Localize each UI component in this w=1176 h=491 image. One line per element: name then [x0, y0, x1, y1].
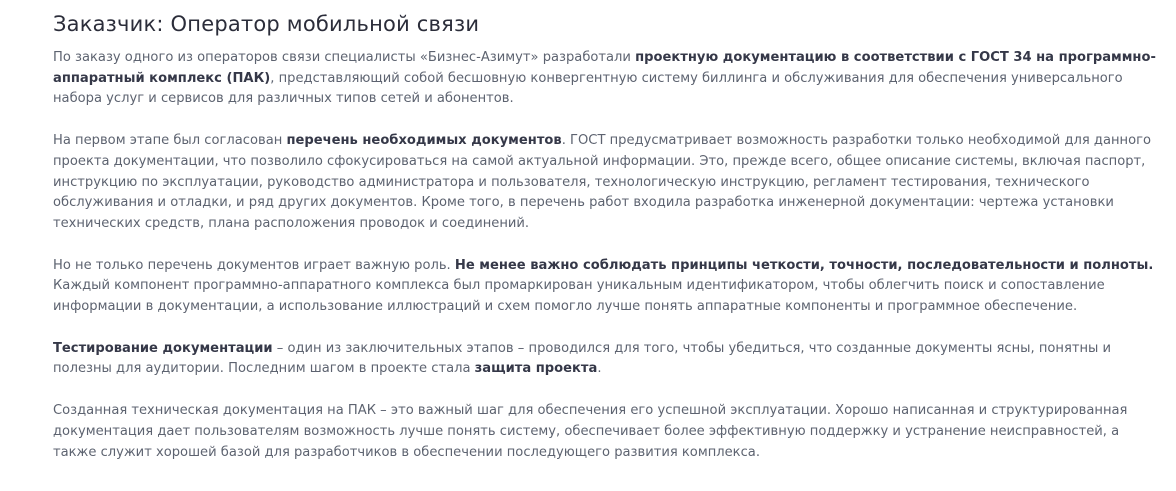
text-segment: – один из заключительных этапов – проводился для того, чтобы убедиться, что созданные документы ясны, понятны и полезны для аудитории. Последним шагом в проекте стала — [53, 340, 1112, 377]
case-study-section — [53, 9, 1163, 463]
text-segment: Созданная техническая документация на ПАК – это важный шаг для обеспечения его успешной эксплуатации. Хорошо написанная и структурированная документация дает пользователям возможность лучше понять систему, обеспечивает более эффективную поддержку и устранение неисправностей, а также служит хорошей базой для разработчиков в обеспечении последующего развития комплекса. — [53, 403, 1128, 460]
text-segment: Но не только перечень документов играет важную роль. — [53, 257, 455, 273]
text-segment-bold: защита проекта — [474, 361, 598, 377]
page-title: Заказчик: Оператор мобильной связи — [53, 12, 480, 36]
text-segment: . ГОСТ предусматривает возможность разработки только необходимой для данного проекта документации, что позволило сфокусироваться на самой актуальной информации. Это, прежде всего, общее описание системы, включая паспорт, инструкцию по эксплуатации, руководство администратора и пользователя, технологическую инструкцию, регламент тестирования, технического обслуживания и отладки, и ряд других документов. Кроме того, в перечень работ входила разработка инженерной документации: чертежа установки технических средств, плана расположения проводок и соединений. — [53, 133, 1152, 231]
paragraph-principles — [53, 256, 1163, 318]
text-segment-bold: перечень необходимых документов — [286, 133, 562, 149]
text-segment: , представляющий собой бесшовную конвергентную систему биллинга и обслуживания для обеспечения универсального набора услуг и сервисов для различных типов сетей и абонентов. — [53, 70, 1123, 107]
paragraph-conclusion — [53, 401, 1163, 463]
text-segment-bold: проектную документацию в соответствии с ГОСТ 34 на программно-аппаратный комплекс (ПАК) — [53, 50, 1156, 86]
text-segment: По заказу одного из операторов связи специалисты «Бизнес-Азимут» разработали — [53, 50, 636, 65]
text-segment-bold: Тестирование документации — [53, 340, 273, 356]
paragraph-testing — [53, 339, 1163, 380]
paragraph-intro — [53, 48, 1163, 110]
text-segment: . — [597, 361, 602, 377]
text-segment: Каждый компонент программно-аппаратного комплекса был промаркирован уникальным идентификатором, чтобы облегчить поиск и сопоставление информации в документации, а использование иллюстраций и схем помогло лучше понять аппаратные компоненты и программное обеспечение. — [53, 278, 1105, 315]
text-segment: На первом этапе был согласован — [53, 133, 287, 149]
paragraph-documents-list — [53, 131, 1163, 235]
text-segment-bold: Не менее важно соблюдать принципы четкости, точности, последовательности и полноты. — [454, 257, 1154, 273]
